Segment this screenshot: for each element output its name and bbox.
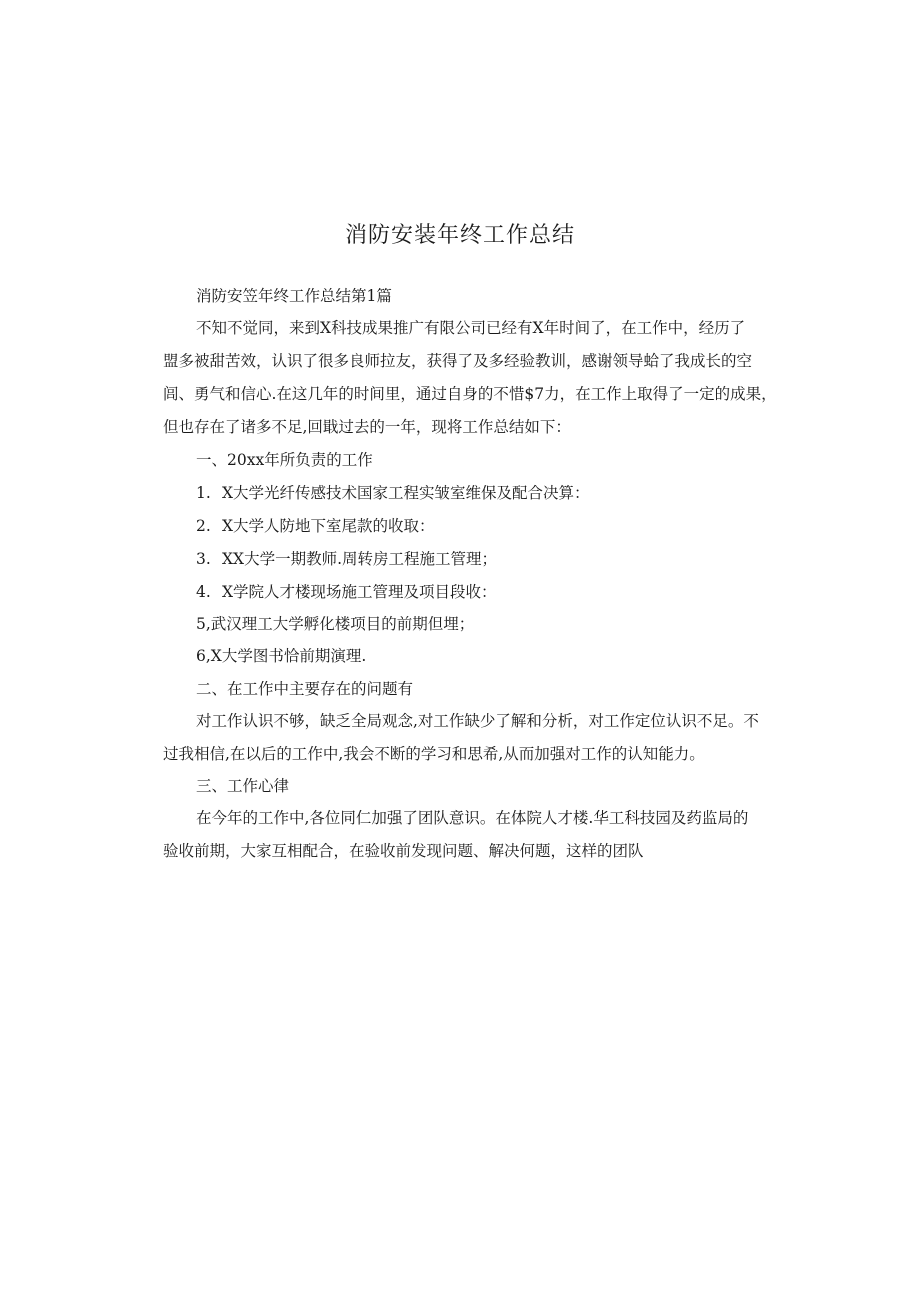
list-item-text: X大学光纤传感技术国家工程实皱室维保及配合决算：	[222, 484, 590, 502]
paragraph-line: 验收前期，大家互相配合，在验收前发现问题、解决何题，这样的团队	[163, 842, 644, 860]
section-heading: 一、20xx年所负责的工作	[196, 451, 373, 469]
document-title: 消防安装年终工作总结	[344, 223, 575, 248]
intro-line: 盟多被甜苦效，认识了很多良师拉友，获得了及多经验教训，感谢领导蛤了我成长的空	[163, 352, 753, 370]
section-heading: 二、在工作中主要存在的问题有	[196, 680, 414, 698]
list-item	[196, 483, 796, 503]
list-item-text: X大学人防地下室尾款的收取：	[222, 517, 435, 535]
list-item	[196, 582, 796, 602]
list-item-number: 1.	[196, 484, 211, 502]
list-item	[196, 516, 796, 536]
list-item-number: 4.	[196, 583, 211, 601]
intro-line: 不知不觉同，来到X科技成果推广有限公司已经有X年时间了，在工作中，经历了	[196, 319, 746, 337]
list-item-text: XX大学一期教师.周转房工程施工管理；	[222, 550, 497, 568]
list-item-number: 2.	[196, 517, 211, 535]
document-subtitle: 消防安笠年终工作总结第1篇	[196, 287, 392, 305]
list-item-text: X学院人才楼现场施工管理及项目段收：	[222, 583, 497, 601]
list-item: 6,X大学图书恰前期演理.	[196, 647, 367, 665]
paragraph-line: 对工作认识不够，缺乏全局观念,对工作缺少了解和分析，对工作定位认识不足。不	[196, 712, 759, 730]
paragraph-line: 过我相信,在以后的工作中,我会不断的学习和思希,从而加强对工作的认知能力。	[163, 745, 705, 763]
paragraph-line: 在今年的工作中,各位同仁加强了团队意识。在体院人才楼.华工科技园及药监局的	[196, 809, 749, 827]
intro-line: 但也存在了诸多不足,回戢过去的一年，现将工作总结如下：	[163, 418, 571, 436]
list-item-number: 3.	[196, 550, 211, 568]
list-item	[196, 549, 796, 569]
list-item: 5,武汉理工大学孵化楼项目的前期但埋；	[196, 615, 475, 633]
section-heading: 三、工作心律	[196, 777, 290, 795]
intro-line: 闾、勇气和信心.在这几年的时间里，通过自身的不惜$7力，在工作上取得了一定的成果，	[163, 385, 777, 403]
